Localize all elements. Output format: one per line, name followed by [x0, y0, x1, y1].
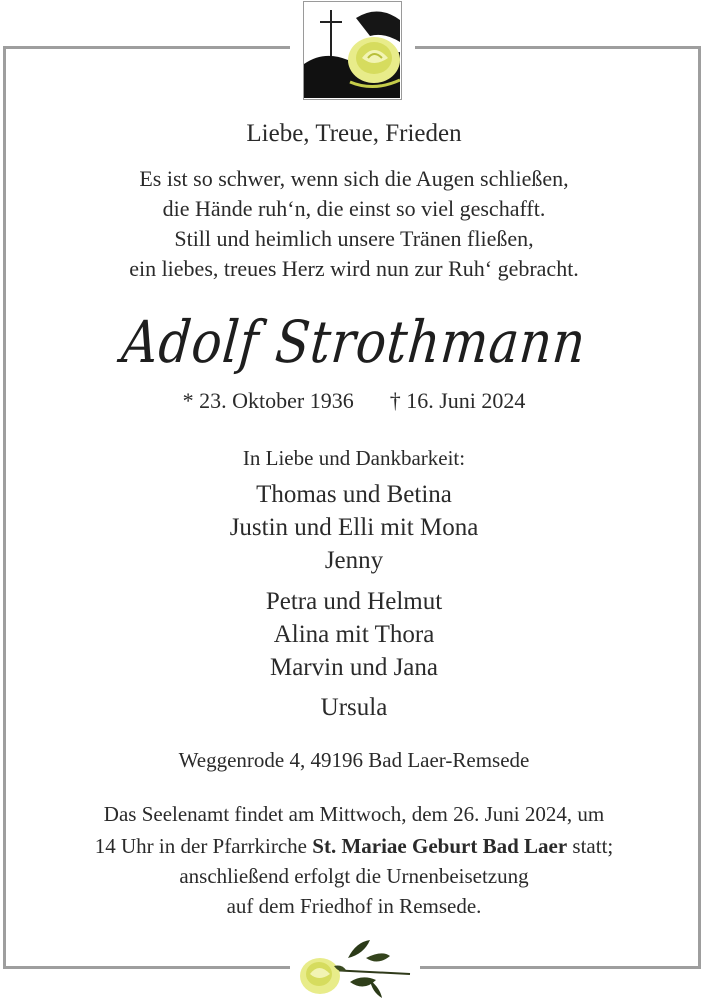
top-emblem — [290, 0, 415, 107]
mourners-intro: In Liebe und Dankbarkeit: — [242, 446, 466, 470]
bottom-emblem — [290, 930, 420, 1000]
poem-line-3: Still und heimlich unsere Tränen fließen, — [174, 226, 534, 251]
death-date: † 16. Juni 2024 — [389, 388, 526, 413]
mourner-name: Jenny — [324, 547, 384, 574]
rose-icon — [290, 930, 420, 1000]
service-text: 14 Uhr in der Pfarrkirche — [94, 834, 313, 858]
address: Weggenrode 4, 49196 Bad Laer-Remsede — [178, 748, 530, 772]
service-text: statt; — [567, 834, 614, 858]
birth-date: * 23. Oktober 1936 — [182, 388, 354, 413]
poem-line-2: die Hände ruh‘n, die einst so viel geschafft. — [162, 196, 546, 221]
service-line-1: Das Seelenamt findet am Mittwoch, dem 26. Juni 2024, um — [103, 802, 605, 826]
mourner-name: Petra und Helmut — [265, 588, 443, 615]
service-line-4: auf dem Friedhof in Remsede. — [226, 894, 482, 918]
motto: Liebe, Treue, Frieden — [246, 120, 462, 147]
cross-and-rose-icon — [303, 1, 402, 100]
poem-line-1: Es ist so schwer, wenn sich die Augen schließen, — [139, 166, 569, 191]
mourner-name: Thomas und Betina — [256, 481, 452, 508]
mourner-name: Ursula — [320, 694, 388, 721]
deceased-name: Adolf Strothmann — [119, 308, 589, 376]
service-line-3: anschließend erfolgt die Urnenbeisetzung — [179, 864, 529, 888]
life-dates — [0, 388, 708, 414]
mourner-name: Justin und Elli mit Mona — [229, 514, 479, 541]
service-line-2 — [0, 834, 708, 859]
mourner-name: Alina mit Thora — [273, 621, 435, 648]
poem-line-4: ein liebes, treues Herz wird nun zur Ruh‘ gebracht. — [129, 256, 579, 281]
mourner-name: Marvin und Jana — [269, 654, 439, 681]
church-name: St. Mariae Geburt Bad Laer — [312, 834, 568, 858]
